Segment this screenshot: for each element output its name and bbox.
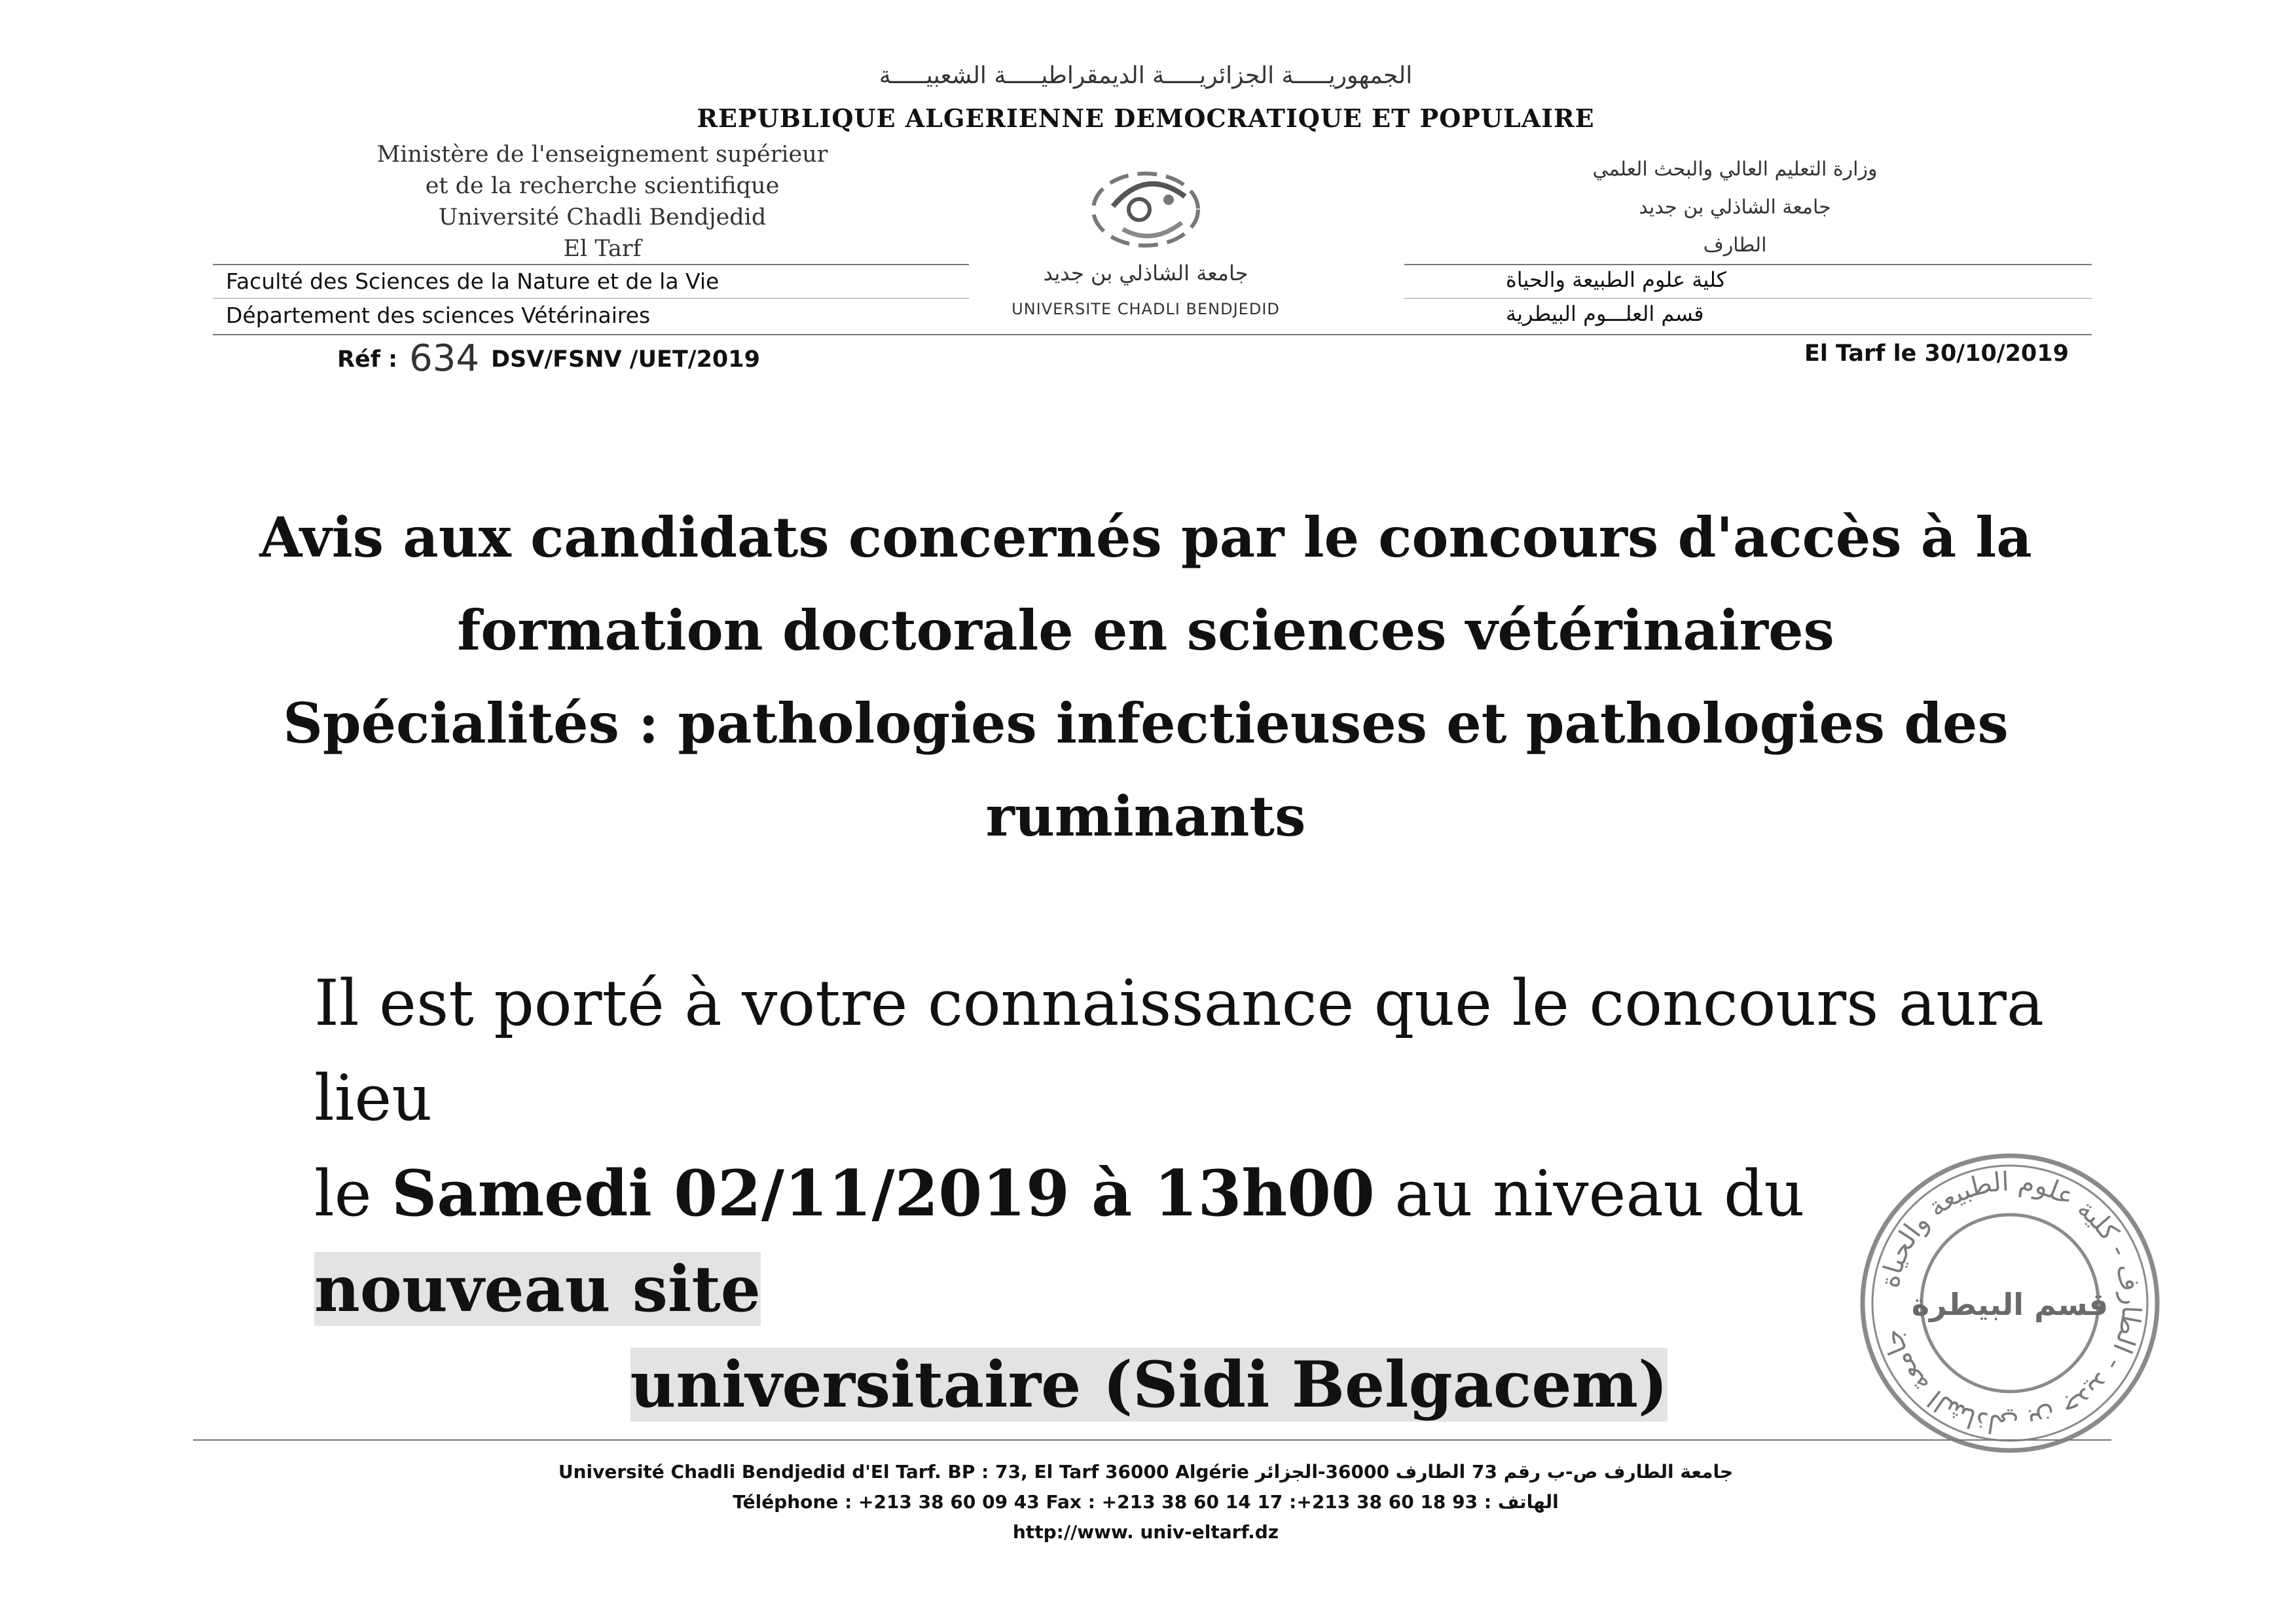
header-rule [1404, 264, 2092, 265]
notice-line [314, 1146, 2095, 1337]
faculty-name-arabic: كلية علوم الطبيعة والحياة [1506, 267, 1726, 292]
department-name-arabic: قسم العلـــوم البيطرية [1506, 301, 1704, 326]
reference-code: DSV/FSNV /UET/2019 [491, 346, 760, 373]
department-name-french: Département des sciences Vétérinaires [226, 303, 651, 328]
ministry-line: Ministère de l'enseignement supérieur [376, 141, 828, 168]
republic-title-french: REPUBLIQUE ALGERIENNE DEMOCRATIQUE ET POPULAIRE [697, 103, 1595, 133]
notice-body [314, 956, 2095, 1433]
footer-phone: Téléphone : +213 38 60 09 43 Fax : +213 38 60 14 17 :+213 38 60 18 93 : الهاتف [733, 1491, 1559, 1513]
stamp-seal-icon [1853, 1146, 2167, 1460]
university-line: Université Chadli Bendjedid [438, 204, 767, 231]
university-line-ar: جامعة الشاذلي بن جديد [1639, 196, 1831, 219]
ministry-line: et de la recherche scientifique [425, 173, 780, 199]
faculty-name-french: Faculté des Sciences de la Nature et de la Vie [226, 268, 720, 294]
header-rule [213, 334, 2092, 335]
title-line: Avis aux candidats concernés par le concours d'accès à la [259, 505, 2032, 570]
footer-website: http://www. univ-eltarf.dz [1012, 1521, 1279, 1543]
notice-text: au niveau du [1394, 1157, 1805, 1230]
ministry-block-french [308, 139, 897, 265]
header-rule [1404, 298, 2092, 299]
header-rule [213, 264, 969, 265]
reference-number-handwritten: 634 [409, 337, 479, 380]
title-line: Spécialités : pathologies infectieuses et pathologies des [283, 691, 2009, 756]
university-logo-icon [1074, 160, 1218, 259]
title-line: ruminants [985, 784, 1306, 849]
department-stamp [1853, 1146, 2167, 1460]
header-rule [213, 298, 969, 299]
logo-caption-arabic: جامعة الشاذلي بن جديد [1043, 261, 1248, 286]
notice-line: Il est porté à votre connaissance que le concours aura lieu [314, 967, 2045, 1135]
footer-address: Université Chadli Bendjedid d'El Tarf. BP : 73, El Tarf 36000 Algérie جامعة الطارف ص-ب رقم 73 الطارف 36000-الجزائر [558, 1461, 1734, 1483]
ministry-block-arabic [1506, 151, 1964, 265]
stamp-outer-text: جامعة الشاذلي بن جديد - الطارف - كلية علوم الطبيعة والحياة [1874, 1166, 2147, 1440]
ministry-line-ar: وزارة التعليم العالي والبحث العلمي [1592, 158, 1878, 181]
university-logo [1074, 160, 1218, 259]
logo-caption-french: UNIVERSITE CHADLI BENDJEDID [1011, 300, 1280, 318]
reference-line [337, 337, 760, 380]
notice-line [314, 1337, 2095, 1433]
footer-rule [193, 1439, 2111, 1441]
exam-date-time: Samedi 02/11/2019 à 13h00 [392, 1156, 1375, 1230]
notice-text: le [314, 1157, 372, 1230]
title-line: formation doctorale en sciences vétérinaires [457, 598, 1834, 663]
exam-location-highlight: universitaire (Sidi Belgacem) [630, 1348, 1668, 1422]
exam-location-highlight: nouveau site [314, 1252, 761, 1326]
city-line: El Tarf [563, 236, 642, 262]
date-line: El Tarf le 30/10/2019 [1804, 341, 2069, 367]
reference-label: Réf : [337, 346, 398, 373]
footer [393, 1457, 1899, 1547]
city-line-ar: الطارف [1703, 234, 1767, 257]
stamp-center-text: قسم البيطرة [1911, 1287, 2109, 1322]
notice-title [196, 491, 2095, 863]
republic-title-arabic: الجمهوريـــــة الجزائريـــــة الديمقراطيـــــة الشعبيـــــة [879, 62, 1413, 89]
